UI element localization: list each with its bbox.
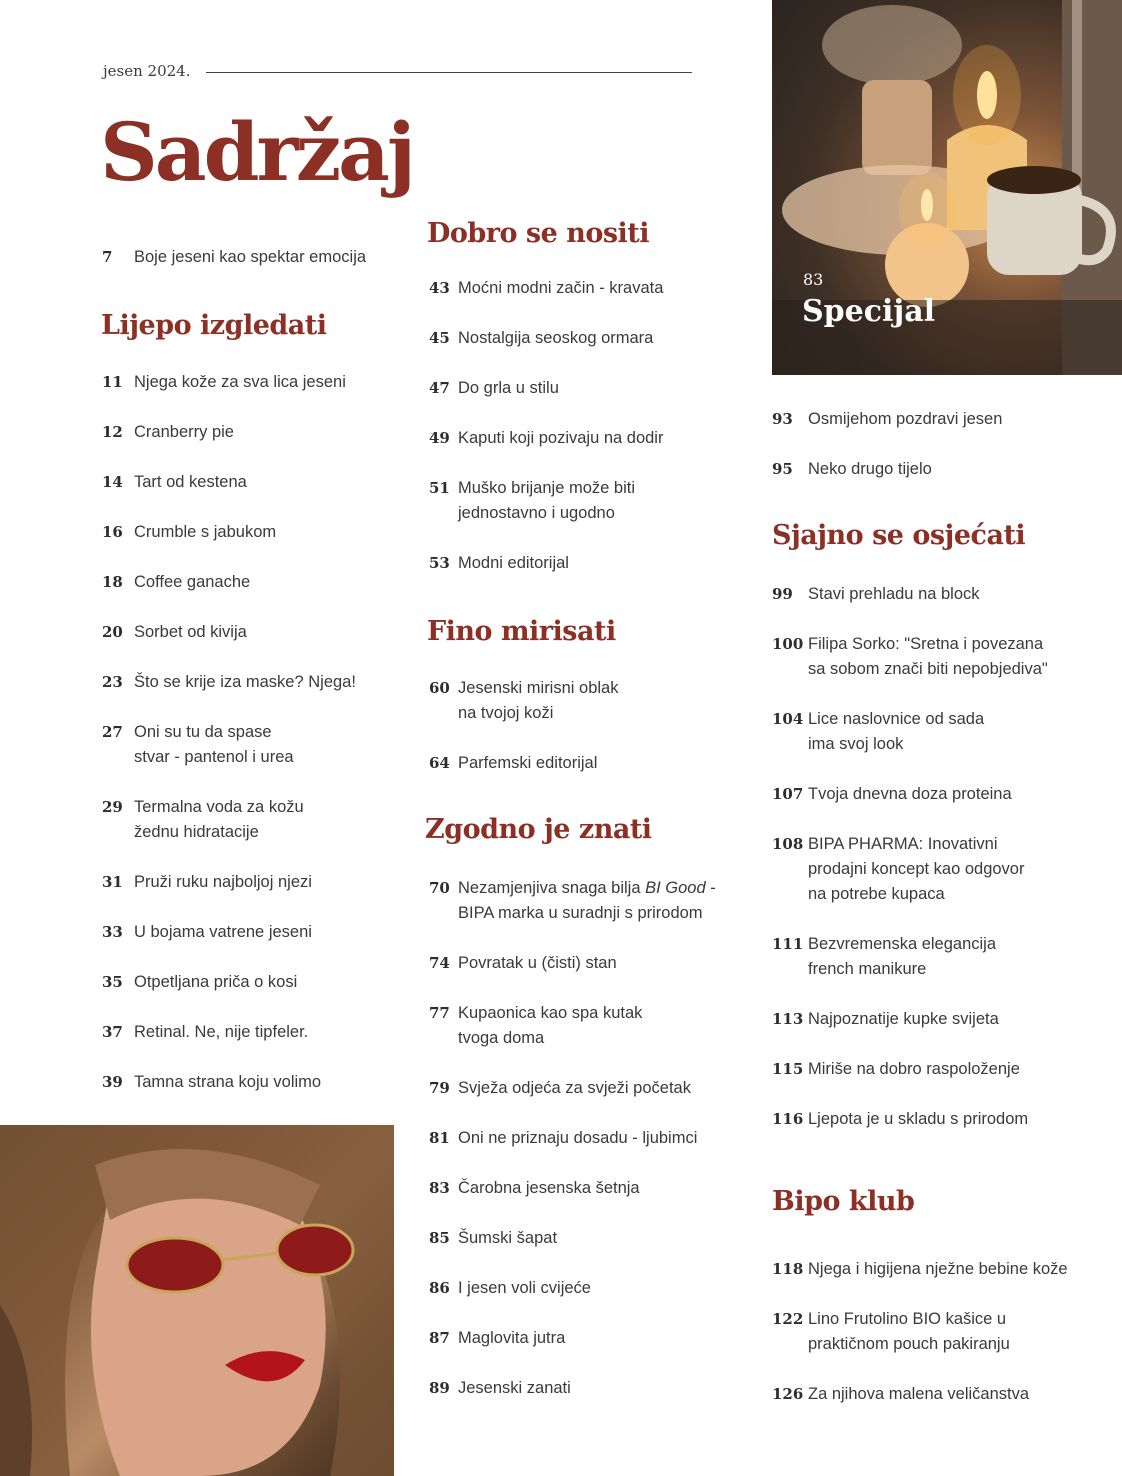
toc-entry[interactable] [102,795,304,845]
article-title: Termalna voda za kožu žednu hidratacije [134,798,304,841]
toc-entry[interactable] [429,1001,642,1051]
page-number: 70 [429,879,450,897]
special-page-number[interactable]: 83 [803,270,824,289]
toc-entry[interactable] [102,720,294,770]
article-title: Cranberry pie [134,423,234,441]
brand-name: BI Good [645,879,706,897]
article-title: Što se krije iza maske? Njega! [134,673,356,691]
issue-season: jesen 2024. [103,62,191,80]
page-number: 99 [772,585,793,603]
page-number: 12 [102,423,123,441]
toc-entry[interactable] [429,1076,691,1101]
article-title: Modni editorijal [458,554,569,572]
article-title: Za njihova malena veličanstva [808,1385,1030,1403]
article-title: Jesenski mirisni oblak na tvojoj koži [458,679,619,722]
page-number: 37 [102,1023,123,1041]
page-number: 89 [429,1379,450,1397]
article-title: Ljepota je u skladu s prirodom [808,1110,1029,1128]
page-number: 118 [772,1260,804,1278]
article-title: Parfemski editorijal [458,754,598,772]
section-heading-fino: Fino mirisati [427,616,616,647]
page-number: 18 [102,573,123,591]
toc-entry[interactable] [429,376,559,401]
toc-entry[interactable] [772,1382,1029,1407]
toc-entry[interactable] [772,457,932,482]
page-number: 116 [772,1110,804,1128]
article-title: Kaputi koji pozivaju na dodir [458,429,664,447]
article-title: Sorbet od kivija [134,623,247,641]
page-number: 86 [429,1279,450,1297]
article-title: Stavi prehladu na block [808,585,980,603]
toc-entry[interactable] [429,426,663,451]
toc-entry[interactable] [429,551,569,576]
page-number: 93 [772,410,793,428]
article-title: Oni ne priznaju dosadu - ljubimci [458,1129,698,1147]
article-title: Maglovita jutra [458,1329,566,1347]
toc-entry[interactable] [772,1307,1010,1357]
page-number: 14 [102,473,123,491]
page-number: 81 [429,1129,450,1147]
toc-entry[interactable] [772,1107,1028,1132]
page-number: 23 [102,673,123,691]
header-rule [206,72,692,73]
page-number: 47 [429,379,450,397]
article-title: Miriše na dobro raspoloženje [808,1060,1020,1078]
toc-entry[interactable] [429,1376,571,1401]
page-number: 85 [429,1229,450,1247]
article-title: Tamna strana koju volimo [134,1073,322,1091]
page-number: 111 [772,935,804,953]
article-title: Šumski šapat [458,1229,558,1247]
page-number: 107 [772,785,804,803]
page-number: 104 [772,710,804,728]
toc-entry[interactable] [429,951,617,976]
toc-entry[interactable] [102,420,234,445]
page-number: 53 [429,554,450,572]
toc-entry[interactable] [429,1326,565,1351]
article-title: Njega i higijena nježne bebine kože [808,1260,1068,1278]
toc-entry[interactable] [772,832,1024,907]
page-number: 35 [102,973,123,991]
toc-entry[interactable] [772,782,1012,807]
page-number: 108 [772,835,804,853]
article-title: U bojama vatrene jeseni [134,923,312,941]
toc-entry[interactable] [102,245,366,270]
section-heading-bipo: Bipo klub [772,1186,915,1217]
article-title: Coffee ganache [134,573,251,591]
page-number: 77 [429,1004,450,1022]
page-number: 83 [429,1179,450,1197]
toc-entry[interactable] [102,670,356,695]
toc-entry[interactable] [429,876,716,926]
article-title: Lino Frutolino BIO kašice u praktičnom pouch pakiranju [808,1310,1010,1353]
article-title: Retinal. Ne, nije tipfeler. [134,1023,309,1041]
article-title: Neko drugo tijelo [808,460,932,478]
article-title: Osmijehom pozdravi jesen [808,410,1003,428]
page-number: 79 [429,1079,450,1097]
toc-entry[interactable] [772,632,1048,682]
toc-entry[interactable] [102,1070,321,1095]
page-number: 60 [429,679,450,697]
toc-entry[interactable] [102,620,247,645]
toc-entry[interactable] [772,1057,1020,1082]
article-title: Boje jeseni kao spektar emocija [134,248,367,266]
article-title: Pruži ruku najboljoj njezi [134,873,312,891]
toc-entry[interactable] [429,476,635,526]
article-title: Filipa Sorko: "Sretna i povezana sa sobom znači biti nepobjediva" [808,635,1048,678]
toc-entry[interactable] [102,920,312,945]
toc-entry[interactable] [429,1126,697,1151]
article-title: Nostalgija seoskog ormara [458,329,654,347]
section-heading-zgodno: Zgodno je znati [425,814,652,845]
page-number: 74 [429,954,450,972]
article-title-part: Nezamjenjiva snaga bilja [458,879,646,897]
special-section-label[interactable]: Specijal [802,294,936,329]
page-number: 45 [429,329,450,347]
toc-entry[interactable] [102,1020,308,1045]
page-number: 126 [772,1385,804,1403]
article-title: I jesen voli cvijeće [458,1279,591,1297]
page-number: 33 [102,923,123,941]
page-number: 122 [772,1310,804,1328]
page-number: 29 [102,798,123,816]
article-title: Crumble s jabukom [134,523,277,541]
article-title-part: - BIPA marka u suradnji s prirodom [458,879,716,922]
article-title: Moćni modni začin - kravata [458,279,664,297]
toc-entry[interactable] [772,582,980,607]
article-title: Kupaonica kao spa kutak tvoga doma [458,1004,643,1047]
toc-entry[interactable] [772,1257,1068,1282]
toc-entry[interactable] [102,970,297,995]
page-number: 20 [102,623,123,641]
toc-entry[interactable] [102,520,276,545]
page-number: 7 [102,248,113,266]
article-title [458,876,716,926]
page-number: 39 [102,1073,123,1091]
page-number: 95 [772,460,793,478]
page-title: Sadržaj [100,105,413,199]
page-number: 87 [429,1329,450,1347]
portrait-illustration [0,1125,394,1476]
toc-entry[interactable] [102,370,346,395]
toc-entry[interactable] [429,1276,591,1301]
toc-entry[interactable] [102,570,250,595]
article-title: Svježa odjeća za svježi početak [458,1079,691,1097]
toc-entry[interactable] [102,470,247,495]
page-number: 27 [102,723,123,741]
toc-entry[interactable] [429,326,653,351]
article-title: Bezvremenska elegancija french manikure [808,935,997,978]
page-number: 113 [772,1010,804,1028]
section-heading-dobro: Dobro se nositi [427,218,650,249]
article-title: Tvoja dnevna doza proteina [808,785,1012,803]
page-number: 51 [429,479,450,497]
toc-entry[interactable] [429,1226,557,1251]
toc-entry[interactable] [429,1176,640,1201]
toc-entry[interactable] [772,1007,999,1032]
toc-entry[interactable] [429,751,597,776]
page-number: 31 [102,873,123,891]
section-heading-lijepo: Lijepo izgledati [101,310,327,341]
page-number: 49 [429,429,450,447]
article-title: Lice naslovnice od sada ima svoj look [808,710,985,753]
article-title: Njega kože za sva lica jeseni [134,373,346,391]
toc-entry[interactable] [772,707,984,757]
page-number: 115 [772,1060,804,1078]
toc-entry[interactable] [102,870,312,895]
article-title: Tart od kestena [134,473,247,491]
toc-entry[interactable] [772,932,996,982]
toc-entry[interactable] [429,676,618,726]
page-number: 64 [429,754,450,772]
toc-entry[interactable] [429,276,663,301]
article-title: Najpoznatije kupke svijeta [808,1010,999,1028]
page-number: 100 [772,635,804,653]
article-title: Do grla u stilu [458,379,559,397]
page-number: 11 [102,373,123,391]
article-title: Oni su tu da spase stvar - pantenol i urea [134,723,294,766]
page-number: 43 [429,279,450,297]
page-number: 16 [102,523,123,541]
article-title: Otpetljana priča o kosi [134,973,298,991]
article-title: Muško brijanje može biti jednostavno i ugodno [458,479,635,522]
article-title: Jesenski zanati [458,1379,571,1397]
woman-portrait-photo [0,1125,394,1476]
article-title: BIPA PHARMA: Inovativni prodajni koncept kao odgovor na potrebe kupaca [808,835,1025,903]
toc-entry[interactable] [772,407,1002,432]
section-heading-sjajno: Sjajno se osjećati [772,520,1026,551]
article-title: Čarobna jesenska šetnja [458,1179,640,1197]
article-title: Povratak u (čisti) stan [458,954,617,972]
